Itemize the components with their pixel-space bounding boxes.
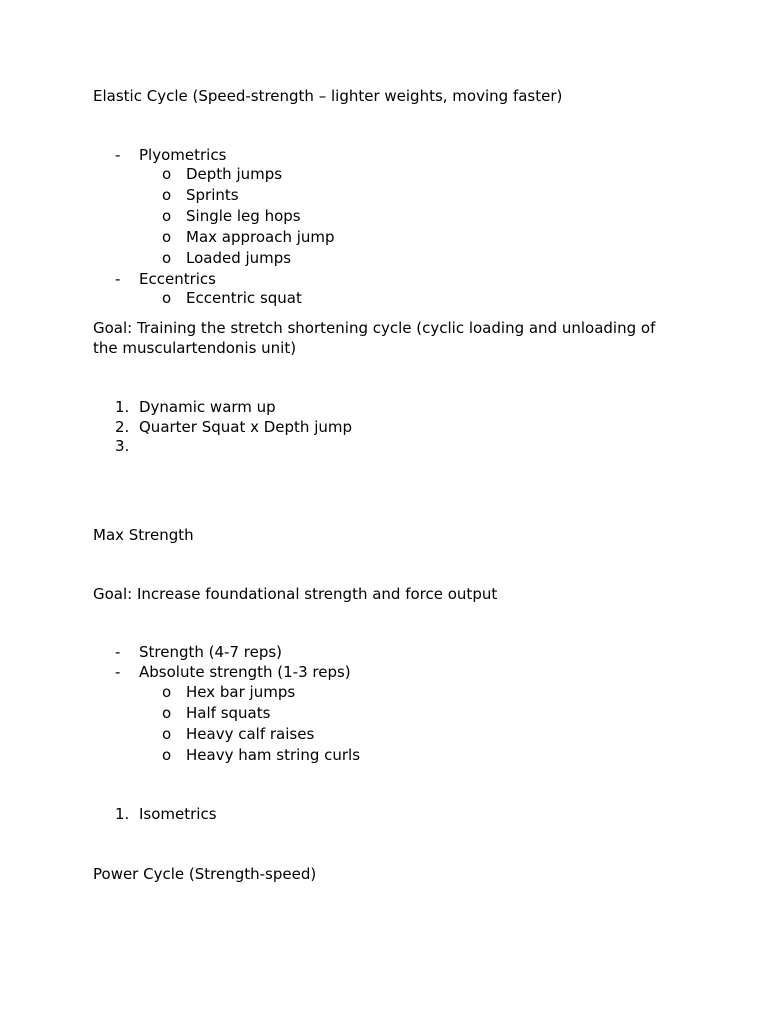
sub-item-loaded-jumps: Loaded jumps bbox=[186, 249, 292, 267]
sub-item-single-leg-hops: Single leg hops bbox=[186, 207, 301, 225]
sub-bullet-marker: o bbox=[162, 228, 172, 246]
step-quarter-squat: Quarter Squat x Depth jump bbox=[139, 418, 353, 436]
sub-item-half-squats: Half squats bbox=[186, 704, 271, 722]
bullet-plyometrics: Plyometrics bbox=[139, 146, 227, 164]
bullet-absolute-strength: Absolute strength (1-3 reps) bbox=[139, 663, 351, 681]
sub-bullet-marker: o bbox=[162, 165, 172, 183]
elastic-goal: Goal: Training the stretch shortening cycle (cyclic loading and unloading of the musculartendonis unit) bbox=[93, 319, 656, 357]
sub-item-depth-jumps: Depth jumps bbox=[186, 165, 283, 183]
sub-item-eccentric-squat: Eccentric squat bbox=[186, 289, 302, 307]
sub-bullet-marker: o bbox=[162, 683, 172, 701]
elastic-cycle-heading: Elastic Cycle (Speed-strength – lighter weights, moving faster) bbox=[93, 87, 563, 105]
step-isometrics: Isometrics bbox=[139, 805, 217, 823]
bullet-marker: - bbox=[115, 663, 121, 681]
bullet-strength: Strength (4-7 reps) bbox=[139, 643, 283, 661]
sub-bullet-marker: o bbox=[162, 746, 172, 764]
step-number: 3. bbox=[115, 437, 130, 455]
sub-item-max-approach-jump: Max approach jump bbox=[186, 228, 335, 246]
bullet-marker: - bbox=[115, 146, 121, 164]
step-dynamic-warm-up: Dynamic warm up bbox=[139, 398, 276, 416]
max-strength-heading: Max Strength bbox=[93, 526, 194, 544]
step-number: 2. bbox=[115, 418, 130, 436]
step-number: 1. bbox=[115, 805, 130, 823]
bullet-marker: - bbox=[115, 270, 121, 288]
sub-item-hex-bar-jumps: Hex bar jumps bbox=[186, 683, 296, 701]
power-cycle-heading: Power Cycle (Strength-speed) bbox=[93, 865, 317, 883]
sub-item-heavy-ham-string-curls: Heavy ham string curls bbox=[186, 746, 361, 764]
bullet-eccentrics: Eccentrics bbox=[139, 270, 216, 288]
sub-bullet-marker: o bbox=[162, 186, 172, 204]
step-number: 1. bbox=[115, 398, 130, 416]
sub-bullet-marker: o bbox=[162, 207, 172, 225]
sub-item-sprints: Sprints bbox=[186, 186, 239, 204]
sub-bullet-marker: o bbox=[162, 725, 172, 743]
sub-item-heavy-calf-raises: Heavy calf raises bbox=[186, 725, 315, 743]
sub-bullet-marker: o bbox=[162, 704, 172, 722]
sub-bullet-marker: o bbox=[162, 249, 172, 267]
sub-bullet-marker: o bbox=[162, 289, 172, 307]
max-strength-goal: Goal: Increase foundational strength and force output bbox=[93, 585, 498, 603]
bullet-marker: - bbox=[115, 643, 121, 661]
